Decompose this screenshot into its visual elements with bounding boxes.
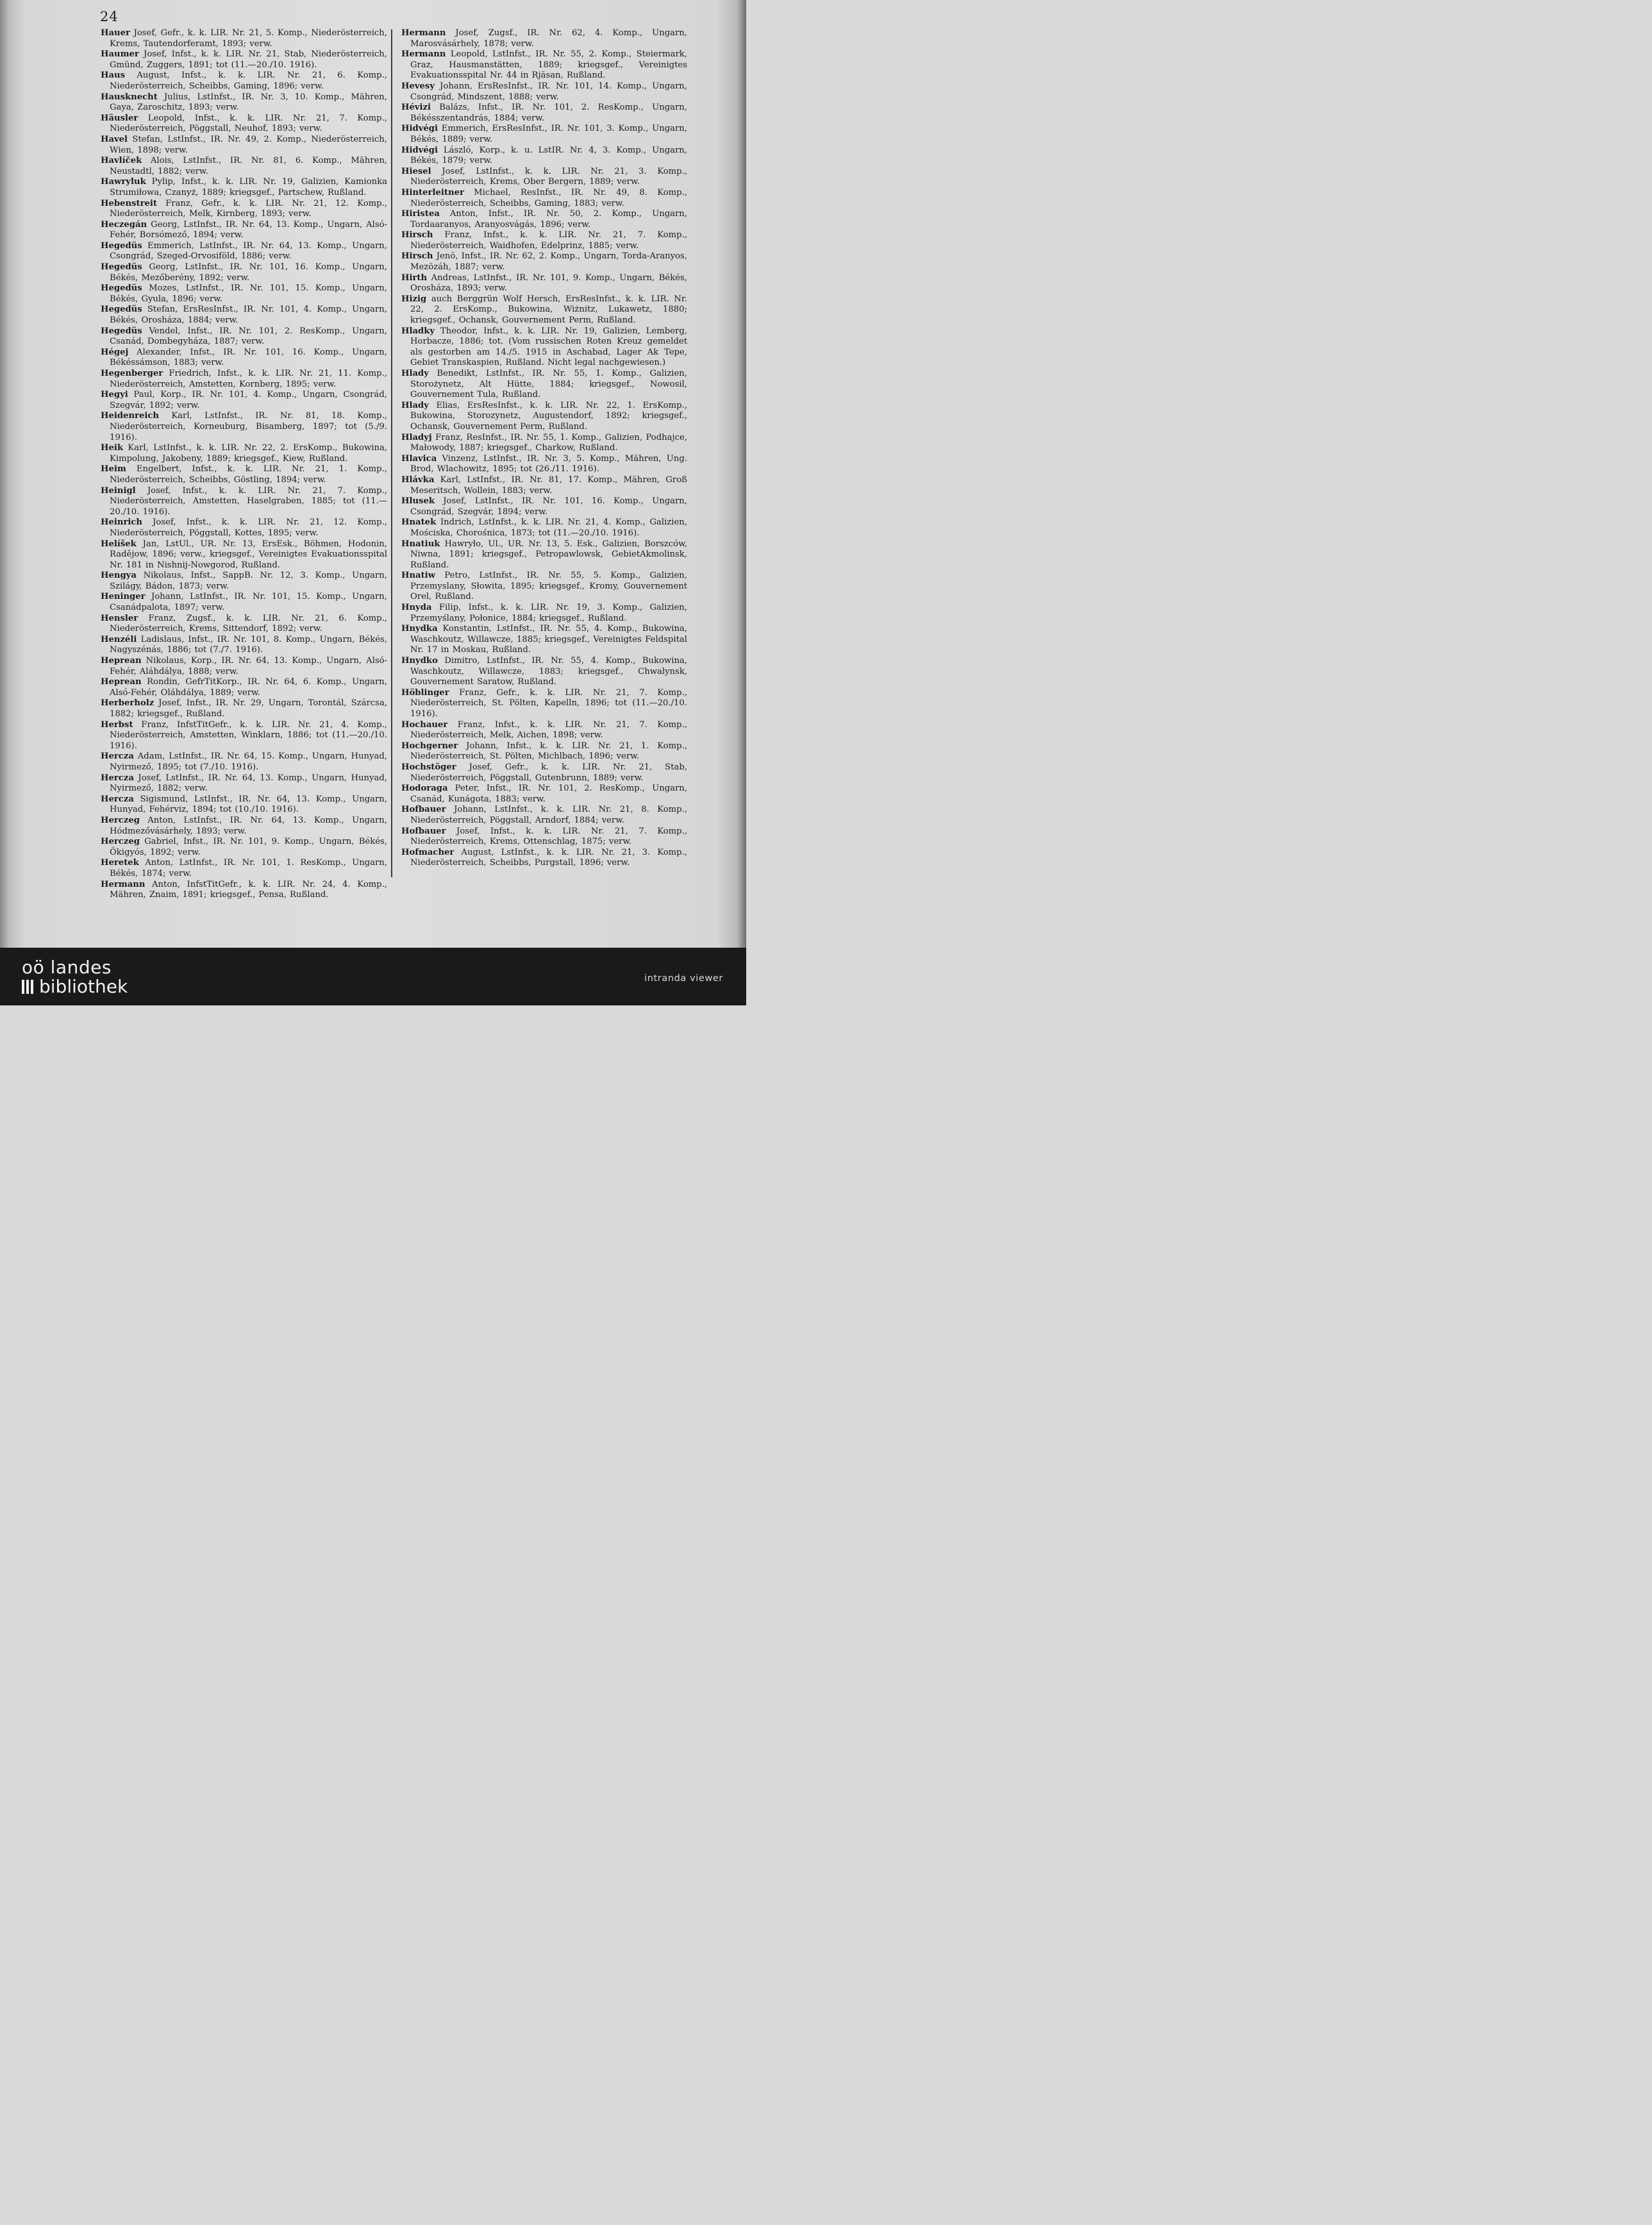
left-column	[101, 28, 387, 901]
register-entry	[401, 539, 687, 571]
entry-surname: Hlady	[401, 400, 429, 410]
register-entry	[101, 348, 387, 369]
document-page	[0, 0, 746, 948]
register-entry	[101, 773, 387, 794]
entry-details: Josef, Infst., k. k. LIR. Nr. 21, Stab, Niederösterreich, Gmünd, Zuggers, 1891; tot (11.—20./10. 1916).	[110, 49, 387, 70]
register-entry	[101, 614, 387, 635]
entry-details: Ladislaus, Infst., IR. Nr. 101, 8. Komp., Ungarn, Békés, Nagyszénás, 1886; tot (7./7. 1916).	[110, 634, 387, 655]
entry-details: Vendel, Infst., IR. Nr. 101, 2. ResKomp., Ungarn, Csanád, Dombegyháza, 1887; verw.	[110, 326, 387, 347]
entry-details: Jan, LstUl., UR. Nr. 13, ErsEsk., Böhmen, Hodonin, Radějow, 1896; verw., kriegsgef., Vereinigtes Evakuationsspital Nr. 181 in Nishnij-Nowgorod, Rußland.	[110, 539, 387, 570]
register-entry	[101, 443, 387, 464]
entry-details: Emmerich, ErsResInfst., IR. Nr. 101, 3. Komp., Ungarn, Békés, 1889; verw.	[410, 124, 687, 144]
entry-details: Karl, LstInfst., IR. Nr. 81, 18. Komp., Niederösterreich, Korneuburg, Bisamberg, 1897; tot (5./9. 1916).	[110, 411, 387, 442]
entry-details: Benedikt, LstInfst., IR. Nr. 55, 1. Komp., Galizien, Storożynetz, Alt Hütte, 1884; kriegsgef., Nowosil, Gouvernement Tula, Rußland.	[410, 369, 687, 400]
entry-details: Konstantin, LstInfst., IR. Nr. 55, 4. Komp., Bukowina, Waschkoutz, Willawcze, 1885; kriegsgef., Vereinigtes Feldspital Nr. 17 in Moskau, Rußland.	[410, 624, 687, 655]
entry-details: Karl, LstInfst., IR. Nr. 81, 17. Komp., Mähren, Groß Meseritsch, Wollein, 1883; verw.	[410, 474, 687, 496]
entry-details: Georg, LstInfst., IR. Nr. 64, 13. Komp., Ungarn, Alsó-Fehér, Borsómező, 1894; verw.	[110, 219, 387, 240]
entry-details: Filip, Infst., k. k. LIR. Nr. 19, 3. Komp., Galizien, Przemyślany, Połonice, 1884; kriegsgef., Rußland.	[410, 603, 687, 623]
entry-details: Michael, ResInfst., IR. Nr. 49, 8. Komp., Niederösterreich, Scheibbs, Gaming, 1883; verw.	[410, 187, 687, 208]
entry-details: Leopold, LstInfst., IR. Nr. 55, 2. Komp., Steiermark, Graz, Hausmanstätten, 1889; kriegsgef., Vereinigtes Evakuationsspital Nr. 44 in Rjäsan, Rußland.	[410, 49, 687, 81]
register-entry	[101, 464, 387, 485]
entry-details: auch Berggrün Wolf Hersch, ErsResInfst., k. k. LIR. Nr. 22, 2. ErsKomp., Bukowina, Wiżnitz, Lukawetz, 1880; kriegsgef., Ochansk, Gouvernement Perm, Rußland.	[410, 294, 687, 326]
entry-details: Friedrich, Infst., k. k. LIR. Nr. 21, 11. Komp., Niederösterreich, Amstetten, Kornberg, 1895; verw.	[110, 369, 387, 389]
register-entry	[401, 401, 687, 433]
entry-details: Franz, Infst., k. k. LIR. Nr. 21, 7. Komp., Niederösterreich, Waidhofen, Edelprinz, 1885; verw.	[410, 230, 687, 251]
register-entry	[101, 305, 387, 326]
entry-details: Josef, Gefr., k. k. LIR. Nr. 21, Stab, Niederösterreich, Pöggstall, Gutenbrunn, 1889; verw.	[410, 762, 687, 783]
entry-details: Alois, LstInfst., IR. Nr. 81, 6. Komp., Mähren, Neustadtl, 1882; verw.	[110, 156, 388, 176]
entry-surname: Heik	[101, 443, 123, 453]
entry-details: Pylip, Infst., k. k. LIR. Nr. 19, Galizien, Kamionka Strumiłowa, Czanyż, 1889; kriegsgef., Partschew, Rußland.	[110, 177, 387, 197]
entry-surname: Haus	[101, 71, 126, 81]
entry-details: Stefan, LstInfst., IR. Nr. 49, 2. Komp., Niederösterreich, Wien, 1898; verw.	[110, 134, 387, 155]
entry-surname: Hercza	[101, 751, 134, 762]
entry-surname: Hiristea	[401, 209, 440, 219]
entry-details: Engelbert, Infst., k. k. LIR. Nr. 21, 1. Komp., Niederösterreich, Scheibbs, Göstling, 1894; verw.	[110, 464, 387, 485]
register-entry	[101, 326, 387, 348]
entry-details: Anton, LstInfst., IR. Nr. 101, 1. ResKomp., Ungarn, Békés, 1874; verw.	[110, 858, 387, 878]
register-entry	[401, 848, 687, 869]
register-entry	[101, 698, 387, 719]
entry-details: Franz, ResInfst., IR. Nr. 55, 1. Komp., Galizien, Podhajce, Małowody, 1887; kriegsgef., Charkow, Rußland.	[410, 432, 687, 453]
entry-details: Emmerich, LstInfst., IR. Nr. 64, 13. Komp., Ungarn, Csongrád, Szeged-Orvosiföld, 1886; verw.	[110, 240, 387, 262]
entry-surname: Hnydka	[401, 624, 438, 634]
entry-details: Johann, LstInfst., k. k. LIR. Nr. 21, 8. Komp., Niederösterreich, Pöggstall, Arndorf, 1884; verw.	[410, 805, 688, 825]
entry-surname: Hlavica	[401, 453, 437, 464]
register-entry	[101, 592, 387, 613]
entry-surname: Hodoraga	[401, 784, 448, 794]
entry-surname: Hercza	[101, 794, 134, 804]
entry-details: Nikolaus, Korp., IR. Nr. 64, 13. Komp., Ungarn, Alsó-Fehér, Aláhdálya, 1888; verw.	[110, 656, 387, 676]
entry-details: Dimitro, LstInfst., IR. Nr. 55, 4. Komp., Bukowina, Waschkoutz, Willawcze, 1883; kriegsgef., Chwalynsk, Gouvernement Saratow, Rußland.	[410, 656, 687, 687]
register-entry	[401, 656, 687, 688]
entry-details: August, LstInfst., k. k. LIR. Nr. 21, 3. Komp., Niederösterreich, Scheibbs, Purgstall, 1896; verw.	[410, 847, 687, 868]
register-entry	[101, 539, 387, 571]
entry-details: Johann, LstInfst., IR. Nr. 101, 15. Komp., Ungarn, Csanádpalota, 1897; verw.	[110, 592, 387, 613]
entry-details: Rondin, GefrTitKorp., IR. Nr. 64, 6. Komp., Ungarn, Alsó-Fehér, Oláhdálya, 1889; verw.	[110, 677, 387, 698]
entry-details: Paul, Korp., IR. Nr. 101, 4. Komp., Ungarn, Csongrád, Szegvár, 1892; verw.	[110, 390, 387, 410]
register-entry	[101, 113, 387, 135]
register-entry	[101, 816, 387, 837]
entry-surname: Hevesy	[401, 81, 435, 91]
entry-surname: Hercza	[101, 773, 134, 783]
register-entry	[101, 369, 387, 390]
register-entry	[101, 858, 387, 879]
entry-surname: Herberholz	[101, 698, 154, 709]
register-entry	[401, 624, 687, 656]
register-entry	[401, 167, 687, 188]
register-entry	[401, 475, 687, 496]
entry-details: Franz, InfstTitGefr., k. k. LIR. Nr. 21, 4. Komp., Niederösterreich, Amstetten, Winklarn, 1886; tot (11.—20./10. 1916).	[110, 719, 387, 751]
entry-surname: Hauer	[101, 28, 130, 38]
register-entry	[401, 124, 687, 145]
entry-details: Leopold, Infst., k. k. LIR. Nr. 21, 7. Komp., Niederösterreich, Pöggstall, Neuhof, 1893; verw.	[110, 113, 387, 134]
entry-details: Balázs, Infst., IR. Nr. 101, 2. ResKomp., Ungarn, Békésszentandrás, 1884; verw.	[410, 103, 687, 123]
register-entry	[401, 369, 687, 401]
register-entry	[101, 71, 387, 92]
register-entry	[401, 784, 687, 805]
entry-surname: Hofbauer	[401, 826, 446, 836]
entry-surname: Heinrich	[101, 517, 143, 528]
entry-surname: Hensler	[101, 613, 138, 623]
entry-surname: Hermann	[101, 879, 146, 889]
entry-surname: Heretek	[101, 858, 139, 868]
entry-surname: Hermann	[401, 49, 446, 60]
column-divider	[391, 29, 392, 877]
entry-surname: Heninger	[101, 592, 146, 602]
register-entry	[401, 741, 687, 762]
page-number: 24	[100, 9, 119, 24]
entry-details: Mozes, LstInfst., IR. Nr. 101, 15. Komp., Ungarn, Békés, Gyula, 1896; verw.	[110, 283, 387, 304]
entry-surname: Hirsch	[401, 230, 433, 240]
entry-details: Nikolaus, Infst., SappB. Nr. 12, 3. Komp., Ungarn, Szilágy, Bádon, 1873; verw.	[110, 571, 387, 591]
entry-surname: Hengya	[101, 571, 137, 581]
entry-details: Josef, LstInfst., k. k. LIR. Nr. 21, 3. Komp., Niederösterreich, Krems, Ober Bergern, 1889; verw.	[410, 166, 687, 187]
entry-surname: Hnatiuk	[401, 539, 440, 549]
entry-details: Johann, ErsResInfst., IR. Nr. 101, 14. Komp., Ungarn, Csongrád, Mindszent, 1888; verw.	[410, 81, 687, 102]
entry-surname: Herczeg	[101, 815, 140, 825]
register-entry	[101, 220, 387, 241]
entry-details: Josef, Infst., k. k. LIR. Nr. 21, 7. Komp., Niederösterreich, Krems, Ottenschlag, 1875; verw.	[410, 826, 687, 847]
logo-bars-icon	[22, 977, 35, 996]
entry-details: Alexander, Infst., IR. Nr. 101, 16. Komp., Ungarn, Békéssámson, 1883; verw.	[110, 347, 387, 368]
entry-surname: Hnydko	[401, 656, 438, 666]
entry-details: Josef, Gefr., k. k. LIR. Nr. 21, 5. Komp., Niederösterreich, Krems, Tautendorferamt, 1893; verw.	[110, 28, 387, 49]
register-entry	[401, 454, 687, 475]
entry-surname: Heczegán	[101, 219, 147, 230]
entry-surname: Herbst	[101, 719, 133, 730]
entry-surname: Hegenberger	[101, 369, 163, 378]
register-entry	[101, 720, 387, 752]
entry-surname: Hidvégi	[401, 124, 438, 134]
entry-surname: Hochauer	[401, 719, 448, 730]
entry-surname: Hebenstreit	[101, 198, 158, 208]
entry-surname: Hnatek	[401, 517, 437, 528]
entry-details: Hawryło, Ul., UR. Nr. 13, 5. Esk., Galizien, Borszców, Niwna, 1891; kriegsgef., Petropawlowsk, GebietAkmolinsk, Rußland.	[410, 539, 687, 570]
register-entry	[401, 273, 687, 294]
entry-surname: Hévizi	[401, 103, 431, 113]
entry-details: Franz, Gefr., k. k. LIR. Nr. 21, 12. Komp., Niederösterreich, Melk, Kirnberg, 1893; verw.	[110, 198, 387, 219]
entry-details: Josef, Zugsf., IR. Nr. 62, 4. Komp., Ungarn, Marosvásárhely, 1878; verw.	[410, 28, 687, 49]
entry-surname: Hegedüs	[101, 283, 142, 294]
register-entry	[101, 135, 387, 156]
entry-surname: Heprean	[101, 677, 142, 687]
entry-surname: Hladky	[401, 326, 435, 336]
entry-surname: Hochgerner	[401, 741, 458, 751]
register-entry	[401, 433, 687, 454]
entry-details: Andreas, LstInfst., IR. Nr. 101, 9. Komp., Ungarn, Békés, Orosháza, 1893; verw.	[410, 273, 687, 294]
entry-surname: Hegedüs	[101, 305, 142, 315]
entry-surname: Haumer	[101, 49, 139, 60]
viewer-footer	[0, 948, 746, 1005]
entry-details: Stefan, ErsResInfst., IR. Nr. 101, 4. Komp., Ungarn, Békés, Orosháza, 1884; verw.	[110, 305, 387, 326]
register-entry	[401, 805, 687, 826]
entry-surname: Hegedüs	[101, 326, 142, 336]
register-entry	[401, 496, 687, 517]
register-entry	[101, 635, 387, 656]
entry-details: Sigismund, LstInfst., IR. Nr. 64, 13. Komp., Ungarn, Hunyad, Fehérviz, 1894; tot (10./10. 1916).	[110, 794, 387, 815]
register-entry	[101, 199, 387, 220]
register-entry	[401, 103, 687, 124]
entry-surname: Hermann	[401, 28, 446, 38]
library-logo[interactable]	[22, 958, 128, 996]
entry-surname: Hlávka	[401, 474, 435, 485]
entry-details: Josef, Infst., IR. Nr. 29, Ungarn, Torontál, Szárcsa, 1882; kriegsgef., Rußland.	[110, 698, 387, 719]
register-entry	[101, 156, 387, 177]
entry-details: Josef, Infst., k. k. LIR. Nr. 21, 12. Komp., Niederösterreich, Pöggstall, Kottes, 1895; verw.	[110, 517, 387, 538]
register-entry	[101, 390, 387, 411]
entry-surname: Höblinger	[401, 687, 449, 698]
entry-surname: Hnyda	[401, 603, 432, 613]
entry-surname: Hlusek	[401, 496, 435, 507]
entry-details: Jenö, Infst., IR. Nr. 62, 2. Komp., Ungarn, Torda-Aranyos, Mezözáh, 1887; verw.	[410, 251, 687, 273]
register-entry	[101, 677, 387, 698]
register-entry	[401, 603, 687, 624]
logo-line-2	[22, 977, 128, 996]
register-entry	[101, 571, 387, 592]
entry-details: Karl, LstInfst., k. k. LIR. Nr. 22, 2. ErsKomp., Bukowina, Kimpolung, Jakobeny, 1889; kriegsgef., Kiew, Rußland.	[110, 443, 387, 464]
entry-surname: Havel	[101, 134, 128, 144]
register-entry	[101, 177, 387, 198]
right-column	[401, 28, 687, 869]
register-entry	[401, 326, 687, 369]
register-entry	[401, 209, 687, 230]
entry-details: Josef, Infst., k. k. LIR. Nr. 21, 7. Komp., Niederösterreich, Amstetten, Haselgraben, 1885; tot (11.—20./10. 1916).	[110, 485, 387, 517]
entry-details: Josef, LstInfst., IR. Nr. 64, 13. Komp., Ungarn, Hunyad, Nyirmező, 1882; verw.	[110, 773, 387, 794]
entry-surname: Havlíček	[101, 156, 142, 166]
entry-details: Elias, ErsResInfst., k. k. LIR. Nr. 22, 1. ErsKomp., Bukowina, Storozynetz, Augustendorf, 1892; kriegsgef., Ochansk, Gouvernement Perm, Rußland.	[410, 400, 687, 432]
register-entry	[101, 262, 387, 283]
register-entry	[101, 49, 387, 71]
entry-details: Johann, Infst., k. k. LIR. Nr. 21, 1. Komp., Niederösterreich, St. Pölten, Michlbach, 1896; verw.	[410, 741, 687, 762]
entry-details: Peter, Infst., IR. Nr. 101, 2. ResKomp., Ungarn, Csanád, Kunágota, 1883; verw.	[410, 784, 687, 804]
register-entry	[401, 251, 687, 273]
entry-details: Vinzenz, LstInfst., IR. Nr. 3, 5. Komp., Mähren, Ung. Brod, Wlachowitz, 1895; tot (26./11. 1916).	[410, 453, 687, 474]
register-entry	[401, 688, 687, 720]
register-entry	[101, 517, 387, 539]
register-entry	[101, 880, 387, 901]
register-entry	[401, 188, 687, 209]
entry-surname: Hausknecht	[101, 92, 158, 102]
entry-surname: Heinigl	[101, 485, 136, 496]
entry-surname: Hinterleitner	[401, 187, 464, 197]
entry-surname: Hegedüs	[101, 262, 142, 273]
entry-details: Anton, Infst., IR. Nr. 50, 2. Komp., Ungarn, Tordaaranyos, Aranyosvágás, 1896; verw.	[410, 209, 687, 230]
register-entry	[401, 517, 687, 539]
register-entry	[101, 92, 387, 113]
entry-surname: Heidenreich	[101, 411, 160, 421]
entry-surname: Helíšek	[101, 539, 137, 549]
entry-surname: Hegyi	[101, 390, 128, 400]
entry-details: Anton, InfstTitGefr., k. k. LIR. Nr. 24, 4. Komp., Mähren, Znaim, 1891; kriegsgef., Pensa, Rußland.	[110, 879, 387, 900]
entry-details: Adam, LstInfst., IR. Nr. 64, 15. Komp., Ungarn, Hunyad, Nyirmező, 1895; tot (7./10. 1916).	[110, 751, 387, 772]
logo-line-1: oö landes	[22, 957, 112, 978]
entry-surname: Hlady	[401, 369, 429, 378]
register-entry	[101, 241, 387, 262]
register-entry	[401, 827, 687, 848]
entry-details: Franz, Zugsf., k. k. LIR. Nr. 21, 6. Komp., Niederösterreich, Krems, Sittendorf, 1892; verw.	[110, 613, 387, 634]
entry-surname: Hirsch	[401, 251, 433, 262]
register-entry	[401, 81, 687, 103]
entry-details: Franz, Infst., k. k. LIR. Nr. 21, 7. Komp., Niederösterreich, Melk, Aichen, 1898; verw.	[410, 719, 687, 741]
register-entry	[401, 230, 687, 251]
entry-surname: Henzéli	[101, 634, 137, 644]
register-entry	[101, 411, 387, 443]
register-entry	[101, 794, 387, 816]
entry-surname: Hladyj	[401, 432, 432, 442]
entry-surname: Hiesel	[401, 166, 431, 176]
entry-surname: Hofmacher	[401, 847, 455, 857]
register-entry	[101, 486, 387, 518]
register-entry	[401, 146, 687, 167]
entry-surname: Hegedüs	[101, 240, 142, 251]
entry-details: Josef, LstInfst., IR. Nr. 101, 16. Komp., Ungarn, Csongrád, Szegvár, 1894; verw.	[410, 496, 687, 517]
viewer-label[interactable]: intranda viewer	[644, 973, 723, 984]
entry-surname: Herczeg	[101, 837, 140, 847]
entry-details: Theodor, Infst., k. k. LIR. Nr. 19, Galizien, Lemberg, Horbacze, 1886; tot. (Vom russischen Roten Kreuz gemeldet als gestorben am 14./5. 1915 in Aschabad, Lager Ak Tepe, Gebiet Transkaspien, Rußland. Nicht legal nachgewiesen.)	[410, 326, 687, 368]
entry-details: László, Korp., k. u. LstIR. Nr. 4, 3. Komp., Ungarn, Békés, 1879; verw.	[410, 145, 687, 166]
register-entry	[401, 571, 687, 603]
entry-surname: Hofbauer	[401, 805, 446, 815]
register-entry	[401, 28, 687, 49]
register-entry	[101, 837, 387, 858]
entry-surname: Hawryluk	[101, 177, 146, 187]
register-entry	[401, 294, 687, 326]
logo-line-2-text: bibliothek	[39, 976, 128, 997]
entry-surname: Hnatiw	[401, 571, 436, 581]
entry-details: Gabriel, Infst., IR. Nr. 101, 9. Komp., Ungarn, Békés, Ökigyós, 1892; verw.	[110, 837, 387, 857]
register-entry	[101, 283, 387, 305]
register-entry	[401, 49, 687, 81]
register-entry	[101, 656, 387, 677]
entry-surname: Hizig	[401, 294, 427, 304]
register-entry	[401, 762, 687, 784]
register-entry	[101, 28, 387, 49]
entry-surname: Heprean	[101, 656, 142, 666]
register-entry	[101, 751, 387, 773]
entry-details: Anton, LstInfst., IR. Nr. 64, 13. Komp., Ungarn, Hódmezővásárhely, 1893; verw.	[110, 815, 387, 836]
entry-surname: Heim	[101, 464, 126, 474]
entry-surname: Hirth	[401, 273, 428, 283]
register-entry	[401, 720, 687, 741]
entry-surname: Häusler	[101, 113, 138, 123]
entry-details: Franz, Gefr., k. k. LIR. Nr. 21, 7. Komp., Niederösterreich, St. Pölten, Kapelln, 1896; tot (11.—20./10. 1916).	[410, 687, 687, 719]
entry-surname: Hégej	[101, 347, 129, 357]
entry-surname: Hidvégi	[401, 145, 438, 155]
entry-details: Georg, LstInfst., IR. Nr. 101, 16. Komp., Ungarn, Békés, Mezőberény, 1892; verw.	[110, 262, 387, 283]
entry-details: Julius, LstInfst., IR. Nr. 3, 10. Komp., Mähren, Gaya, Zaroschitz, 1893; verw.	[110, 92, 387, 113]
entry-details: August, Infst., k. k. LIR. Nr. 21, 6. Komp., Niederösterreich, Scheibbs, Gaming, 1896; verw.	[110, 71, 387, 91]
entry-surname: Hochstöger	[401, 762, 456, 772]
entry-details: Petro, LstInfst., IR. Nr. 55, 5. Komp., Galizien, Przemyslany, Słowita, 1895; kriegsgef., Kromy, Gouvernement Orel, Rußland.	[410, 571, 687, 602]
entry-details: Indrich, LstInfst., k. k. LIR. Nr. 21, 4. Komp., Galizien, Mościska, Chorośnica, 1873; tot (11.—20./10. 1916).	[410, 517, 687, 538]
